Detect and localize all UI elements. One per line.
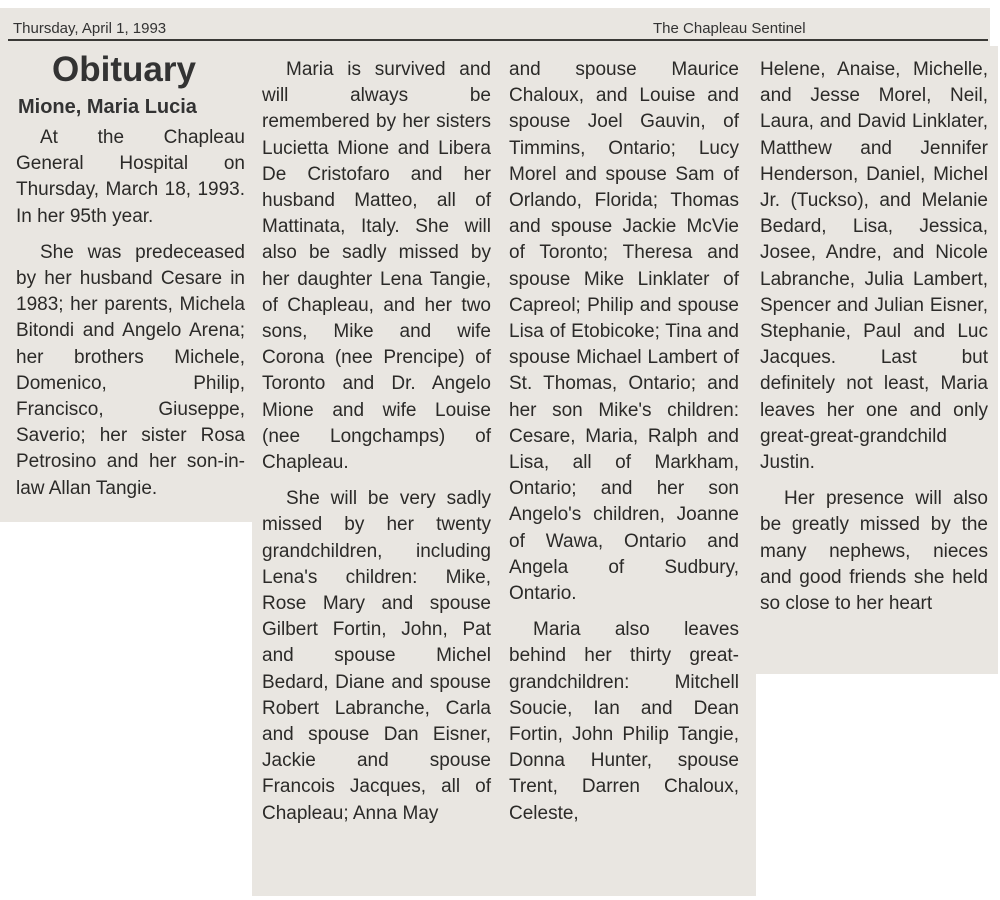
section-title: Obituary xyxy=(52,50,196,89)
column-4 xyxy=(760,57,988,617)
obituary-paragraph: Maria is survived and will always be remembered by her sisters Lucietta Mione and Libera De Cristofaro and her husband Matteo, all of Mattinata, Italy. She will also be sadly missed by her daughter Lena Tangie, of Chapleau, and her two sons, Mike and wife Corona (nee Prencipe) of Toronto and Dr. Angelo Mione and wife Louise (nee Longchamps) of Chapleau. xyxy=(262,59,491,474)
obituary-paragraph: Maria also leaves behind her thirty great-grandchildren: Mitchell Soucie, Ian and Dean Fortin, John Philip Tangie, Donna Hunter, spouse Trent, Darren Chaloux, Celeste, xyxy=(509,619,739,824)
column-2 xyxy=(262,57,491,827)
newspaper-name: The Chapleau Sentinel xyxy=(653,20,806,37)
header-rule xyxy=(8,39,988,41)
column-1 xyxy=(16,125,245,502)
obituary-paragraph: Helene, Anaise, Michelle, and Jesse Morel, Neil, Laura, and David Linklater, Matthew and Jennifer Henderson, Daniel, Michel Jr. (Tuckso), and Melanie Bedard, Lisa, Jessica, Josee, Andre, and Nicole Labranche, Julia Lambert, Spencer and Julian Eisner, Stephanie, Paul and Luc Jacques. Last but definitely not least, Maria leaves her one and only great-great-grandchild Justin. xyxy=(760,59,988,474)
obituary-paragraph: At the Chapleau General Hospital on Thursday, March 18, 1993. In her 95th year. xyxy=(16,127,245,227)
obituary-paragraph: Her presence will also be greatly missed by the many nephews, nieces and good friends she held so close to her heart xyxy=(760,488,988,615)
obituary-paragraph: She was predeceased by her husband Cesare in 1983; her parents, Michela Bitondi and Angelo Arena; her brothers Michele, Domenico, Philip, Francisco, Giuseppe, Saverio; her sister Rosa Petrosino and her son-in-law Allan Tangie. xyxy=(16,241,245,499)
obituary-paragraph: She will be very sadly missed by her twenty grandchildren, including Lena's children: Mike, Rose Mary and spouse Gilbert Fortin, John, Pat and spouse Michel Bedard, Diane and spouse Robert Labranche, Carla and spouse Dan Eisner, Jackie and spouse Francois Jacques, all of Chapleau; Anna May xyxy=(262,488,491,824)
deceased-name: Mione, Maria Lucia xyxy=(18,96,197,118)
issue-date: Thursday, April 1, 1993 xyxy=(13,20,167,37)
column-3 xyxy=(509,57,739,827)
obituary-paragraph: and spouse Maurice Chaloux, and Louise and spouse Joel Gauvin, of Timmins, Ontario; Lucy Morel and spouse Sam of Orlando, Florida; Thomas and spouse Jackie McVie of Toronto; Theresa and spouse Mike Linklater of Capreol; Philip and spouse Lisa of Etobicoke; Tina and spouse Michael Lambert of St. Thomas, Ontario; and her son Mike's children: Cesare, Maria, Ralph and Lisa, all of Markham, Ontario; and her son Angelo's children, Joanne of Wawa, Ontario and Angela of Sudbury, Ontario. xyxy=(509,59,739,605)
